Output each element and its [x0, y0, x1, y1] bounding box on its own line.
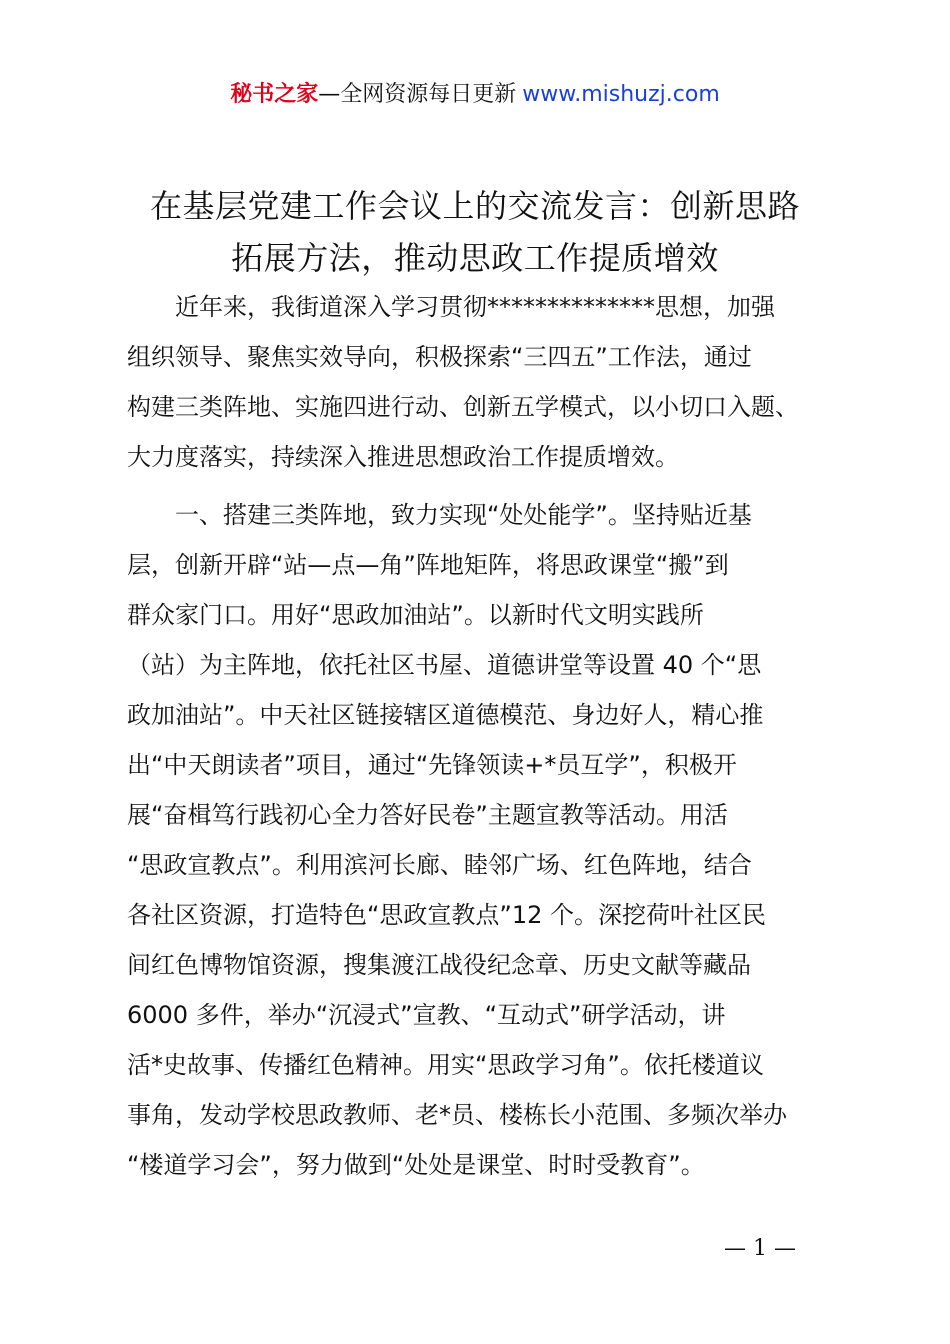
paragraph-section-one: [127, 490, 835, 1190]
text-line: “楼道学习会”，努力做到“处处是课堂、时时受教育”。: [127, 1151, 705, 1179]
text-line: 层，创新开辟“站—点—角”阵地矩阵，将思政课堂“搬”到: [127, 551, 729, 579]
text-line: 一、搭建三类阵地，致力实现“处处能学”。坚持贴近基: [127, 501, 752, 529]
site-brand: 秘书之家: [230, 82, 319, 107]
document-title: [100, 180, 850, 284]
text-line: （站）为主阵地，依托社区书屋、道德讲堂等设置 40 个“思: [127, 651, 762, 679]
text-line: 6000 多件，举办“沉浸式”宣教、“互动式”研学活动，讲: [127, 1001, 726, 1029]
text-line: 展“奋楫笃行践初心全力答好民卷”主题宣教等活动。用活: [127, 801, 728, 829]
document-title-line: 在基层党建工作会议上的交流发言：创新思路: [149, 187, 800, 225]
text-line: 近年来，我街道深入学习贯彻**************思想，加强: [127, 293, 775, 321]
text-line: 构建三类阵地、实施四进行动、创新五学模式，以小切口入题、: [127, 393, 799, 421]
text-line: 各社区资源，打造特色“思政宣教点”12 个。深挖荷叶社区民: [127, 901, 767, 929]
text-line: 组织领导、聚焦实效导向，积极探索“三四五”工作法，通过: [127, 343, 752, 371]
text-line: 出“中天朗读者”项目，通过“先锋领读+*员互学”，积极开: [127, 751, 737, 779]
paragraph-intro: [127, 282, 835, 482]
site-tagline: —全网资源每日更新: [318, 82, 517, 107]
text-line: 事角，发动学校思政教师、老*员、楼栋长小范围、多频次举办: [127, 1101, 787, 1129]
document-title-line: 拓展方法，推动思政工作提质增效: [231, 239, 719, 277]
document-body: [127, 282, 835, 1198]
site-url-link[interactable]: www.mishuzj.com: [522, 82, 720, 107]
text-line: 大力度落实，持续深入推进思想政治工作提质增效。: [127, 443, 679, 471]
text-line: 群众家门口。用好“思政加油站”。以新时代文明实践所: [127, 601, 704, 629]
text-line: 活*史故事、传播红色精神。用实“思政学习角”。依托楼道议: [127, 1051, 764, 1079]
text-line: 政加油站”。中天社区链接辖区道德模范、身边好人，精心推: [127, 701, 764, 729]
text-line: “思政宣教点”。利用滨河长廊、睦邻广场、红色阵地，结合: [127, 851, 752, 879]
text-line: 间红色博物馆资源，搜集渡江战役纪念章、历史文献等藏品: [127, 951, 751, 979]
site-header: [0, 78, 950, 112]
page-number: — 1 —: [724, 1236, 796, 1261]
